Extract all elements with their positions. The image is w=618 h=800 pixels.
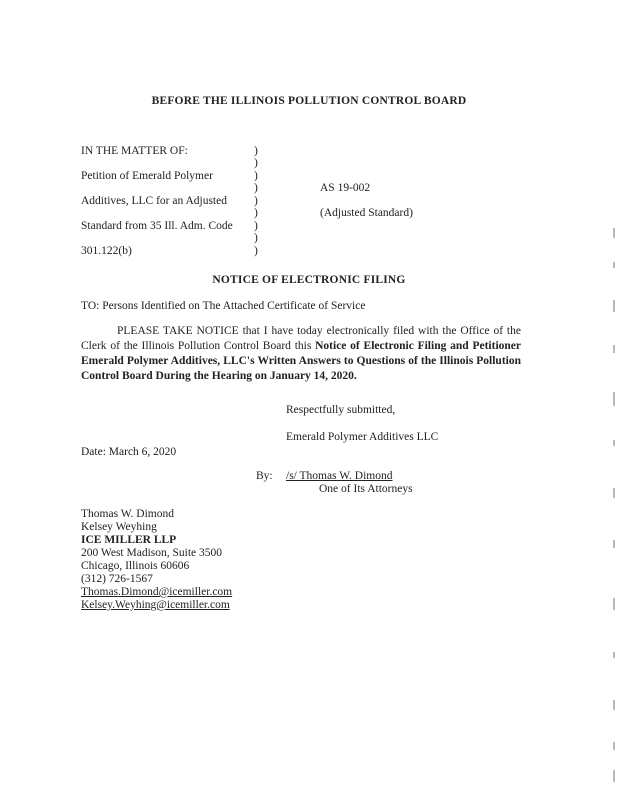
caption-paren: ) [254,157,258,169]
body-line: PLEASE TAKE NOTICE that I have today electronically filed with the Office of the [117,325,521,337]
signature-line: /s/ Thomas W. Dimond [286,470,393,482]
scan-mark [613,488,615,498]
scan-mark [613,700,615,710]
signer-role: One of Its Attorneys [319,483,413,495]
scan-mark [613,598,615,610]
scan-mark [613,770,615,782]
to-line: TO: Persons Identified on The Attached Certificate of Service [81,300,366,312]
firm-name: ICE MILLER LLP [81,534,177,546]
case-type: (Adjusted Standard) [320,207,413,219]
address-line: Chicago, Illinois 60606 [81,560,190,572]
body-line: Clerk of the Illinois Pollution Control Board this Notice of Electronic Filing and Petitioner [81,340,521,352]
matter-line: Petition of Emerald Polymer [81,170,213,182]
matter-line: Standard from 35 Ill. Adm. Code [81,220,233,232]
caption-paren: ) [254,195,258,207]
scan-mark [613,228,615,238]
notice-title: NOTICE OF ELECTRONIC FILING [212,274,406,286]
caption-paren: ) [254,220,258,232]
caption-paren: ) [254,207,258,219]
scan-mark [613,392,615,406]
phone-number: (312) 726-1567 [81,573,153,585]
case-number: AS 19-002 [320,182,371,194]
scan-mark [613,742,615,750]
caption-paren: ) [254,232,258,244]
scan-mark [613,345,615,353]
notice-body [81,324,521,384]
date-line: Date: March 6, 2020 [81,446,177,458]
by-label: By: [256,470,273,482]
matter-line: Additives, LLC for an Adjusted [81,195,227,207]
matter-line: IN THE MATTER OF: [81,145,188,157]
scan-mark [613,652,615,658]
caption-paren: ) [254,145,258,157]
matter-line: 301.122(b) [81,245,132,257]
scan-mark [613,540,615,548]
closing: Respectfully submitted, [286,404,396,416]
caption-paren: ) [254,170,258,182]
body-line: Control Board During the Hearing on January 14, 2020. [81,370,357,382]
scan-mark [613,300,615,312]
attorney-name: Thomas W. Dimond [81,508,174,520]
document-title: BEFORE THE ILLINOIS POLLUTION CONTROL BOARD [151,95,467,107]
scan-mark [613,262,615,268]
scan-mark [613,440,615,446]
caption-paren: ) [254,245,258,257]
email-link[interactable]: Kelsey.Weyhing@icemiller.com [81,599,230,611]
company-name: Emerald Polymer Additives LLC [286,431,439,443]
attorney-name: Kelsey Weyhing [81,521,157,533]
email-link[interactable]: Thomas.Dimond@icemiller.com [81,586,233,598]
address-line: 200 West Madison, Suite 3500 [81,547,223,559]
body-line: Emerald Polymer Additives, LLC's Written Answers to Questions of the Illinois Pollution [81,355,521,367]
caption-paren: ) [254,182,258,194]
